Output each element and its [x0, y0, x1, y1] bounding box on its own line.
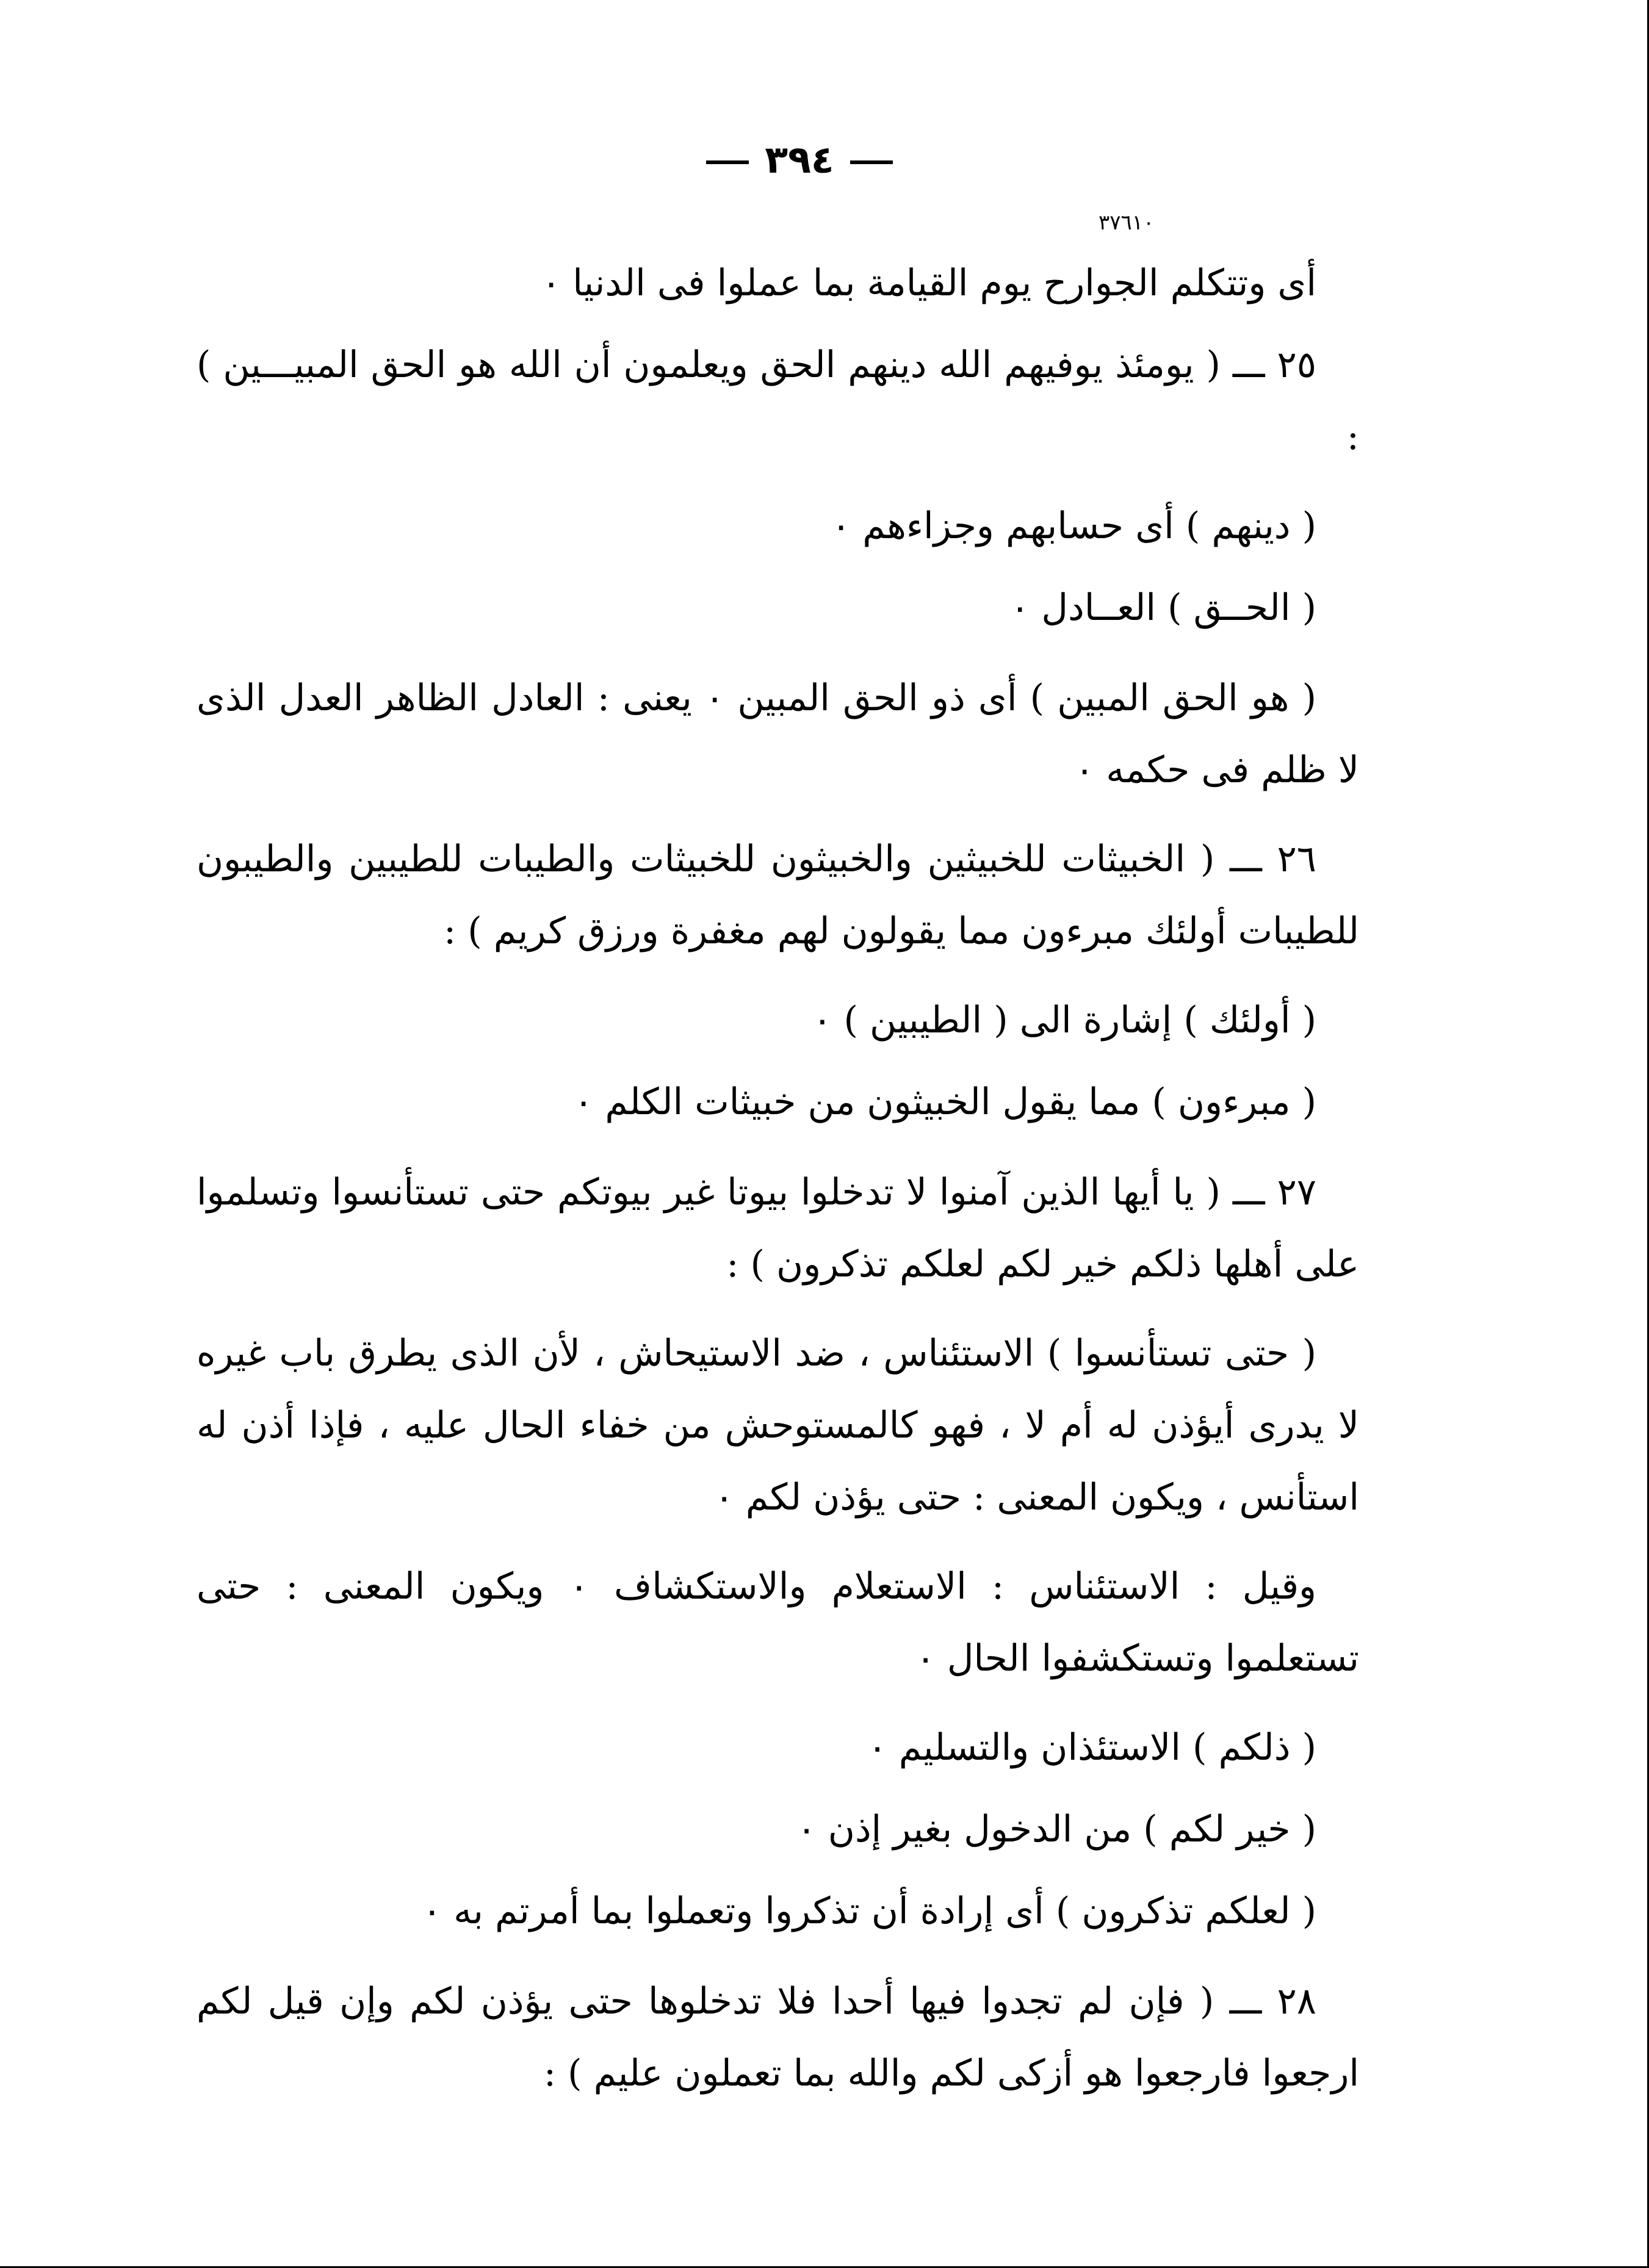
- page-number-dash-left: [706, 160, 749, 164]
- page-number-text: ٣٩٤: [765, 137, 834, 182]
- gloss-paragraph: ( دينهم ) أى حسابهم وجزاءهم ٠: [831, 505, 1316, 547]
- gloss-paragraph: ( خير لكم ) من الدخول بغير إذن ٠: [796, 1808, 1316, 1851]
- page-number-dash-right: [850, 160, 893, 164]
- verse-paragraph: ٢٨ ـــ ( فإن لم تجدوا فيها أحدا فلا تدخلوها حتى يؤذن لكم وإن قيل لكم ارجعوا فارجعوا هو أزكى لكم والله بما تعملون عليم ) :: [197, 1980, 1359, 2095]
- body-text: [197, 247, 1359, 2126]
- gloss-paragraph: ( الحــق ) العــادل ٠: [1010, 586, 1316, 629]
- gloss-paragraph: ( مبرءون ) مما يقول الخبيثون من خبيثات الكلم ٠: [574, 1081, 1316, 1123]
- verse-paragraph: ٢٥ ـــ ( يومئذ يوفيهم الله دينهم الحق ويعلمون أن الله هو الحق المبيـــين ) :: [197, 344, 1359, 458]
- paragraph: أى وتتكلم الجوارح يوم القيامة بما عملوا فى الدنيا ٠: [541, 262, 1316, 304]
- commentary-paragraph: ( هو الحق المبين ) أى ذو الحق المبين ٠ يعنى : العادل الظاهر العدل الذى لا ظلم فى حكمه ٠: [197, 677, 1359, 791]
- commentary-paragraph: ( حتى تستأنسوا ) الاستئناس ، ضد الاستيحاش ، لأن الذى يطرق باب غيره لا يدرى أيؤذن له أم لا ، فهو كالمستوحش من خفاء الحال عليه ، فإذا أذن له استأنس ، ويكون المعنى : حتى يؤذن لكم ٠: [197, 1332, 1359, 1519]
- verse-paragraph: ٢٦ ـــ ( الخبيثات للخبيثين والخبيثون للخبيثات والطيبات للطيبين والطيبون للطيبات أولئك مبرءون مما يقولون لهم مغفرة ورزق كريم ) :: [197, 838, 1359, 952]
- page-number: [690, 137, 909, 182]
- gloss-paragraph: ( أولئك ) إشارة الى ( الطيبين ) ٠: [812, 999, 1316, 1042]
- marginal-note: ٣٧٦١٠: [1099, 211, 1155, 235]
- verse-paragraph: ٢٧ ـــ ( يا أيها الذين آمنوا لا تدخلوا بيوتا غير بيوتكم حتى تستأنسوا وتسلموا على أهلها ذلكم خير لكم لعلكم تذكرون ) :: [197, 1171, 1359, 1286]
- commentary-paragraph: وقيل : الاستئناس : الاستعلام والاستكشاف ٠ ويكون المعنى : حتى تستعلموا وتستكشفوا الحال ٠: [197, 1565, 1359, 1680]
- gloss-paragraph: ( لعلكم تذكرون ) أى إرادة أن تذكروا وتعملوا بما أمرتم به ٠: [422, 1890, 1316, 1932]
- gloss-paragraph: ( ذلكم ) الاستئذان والتسليم ٠: [867, 1726, 1316, 1769]
